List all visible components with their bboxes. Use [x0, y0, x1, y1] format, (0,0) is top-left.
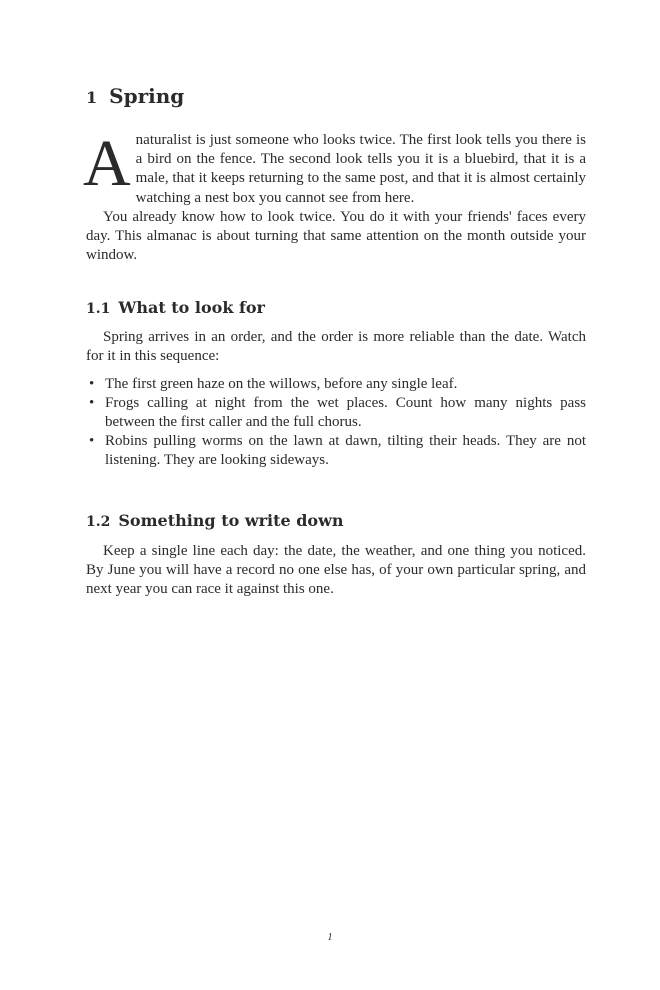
list-item-text: Robins pulling worms on the lawn at dawn, tilting their heads. They are not listening. They are looking sideways.: [105, 433, 586, 468]
section-2-paragraph: Keep a single line each day: the date, the weather, and one thing you noticed. By June you will have a record no one else has, of your own particular spring, and next year you can race it against this one.: [86, 543, 586, 598]
section-title: What to look for: [118, 298, 265, 317]
intro-paragraph-2: You already know how to look twice. You do it with your friends' faces every day. This almanac is about turning that same attention on the month outside your window.: [86, 208, 586, 264]
chapter-number: 1: [86, 88, 98, 107]
intro-paragraph-1: [83, 127, 586, 208]
intro-section: [83, 127, 586, 265]
page-number: 1: [327, 932, 333, 943]
list-item: [86, 432, 586, 470]
section-title: Something to write down: [118, 511, 344, 530]
list-item: [86, 375, 586, 394]
bullet-icon: •: [89, 395, 95, 411]
section-heading-what-to-look-for: [86, 298, 265, 317]
bullet-icon: •: [89, 433, 95, 449]
section-1-paragraph: Spring arrives in an order, and the order is more reliable than the date. Watch for it in this sequence:: [86, 329, 586, 365]
intro-paragraph-1-text: naturalist is just someone who looks twice. The first look tells you there is a bird on the fence. The second look tells you it is a bluebird, that it is a male, that it keeps returning to the same post, and that it is almost certainly watching a nest box you cannot see from here.: [135, 132, 586, 206]
chapter-heading: [86, 84, 184, 108]
chapter-title: Spring: [109, 84, 185, 108]
bullet-icon: •: [89, 376, 95, 392]
section-number: 1.2: [86, 514, 111, 530]
list-item-text: Frogs calling at night from the wet places. Count how many nights pass between the first caller and the full chorus.: [105, 395, 586, 430]
list-item-text: The first green haze on the willows, before any single leaf.: [105, 376, 458, 392]
section-heading-something-to-write-down: [86, 511, 344, 530]
list-item: [86, 394, 586, 432]
section-number: 1.1: [86, 301, 111, 317]
bullet-list: [86, 375, 586, 470]
drop-cap: A: [83, 127, 131, 200]
